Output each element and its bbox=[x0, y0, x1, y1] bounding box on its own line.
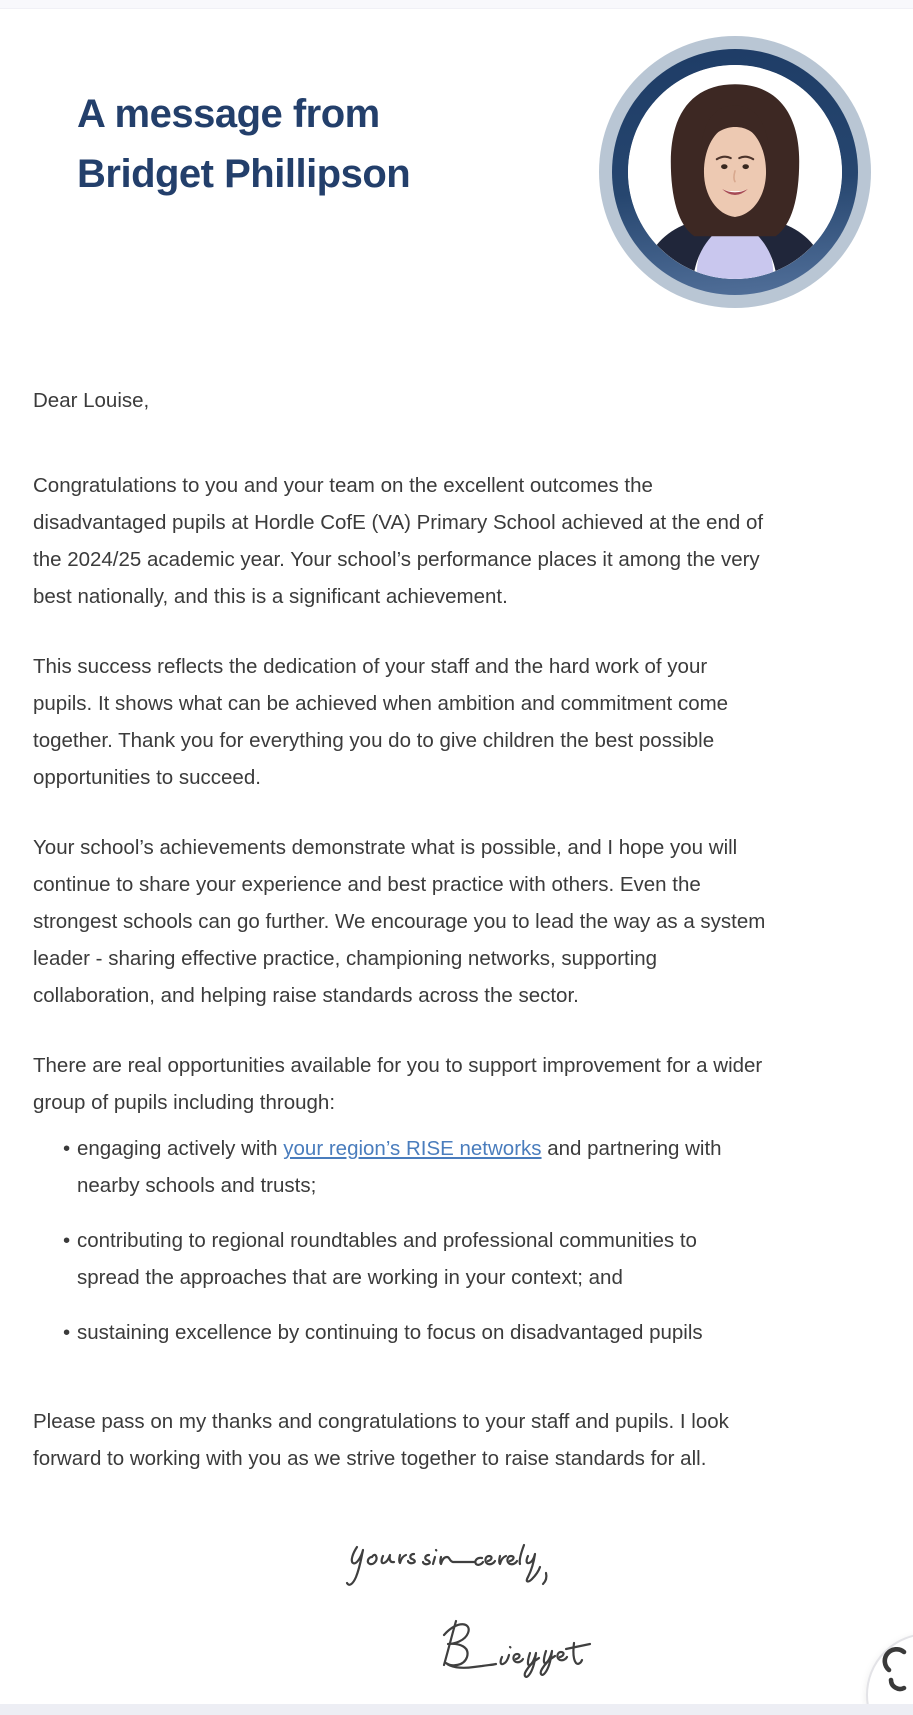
closing-paragraph: Please pass on my thanks and congratulations to your staff and pupils. I look forward to working with you as we strive together to raise standards for all. bbox=[33, 1410, 729, 1470]
handwritten-signature bbox=[426, 1613, 598, 1679]
portrait-photo bbox=[628, 65, 842, 279]
paragraph-4: There are real opportunities available for you to support improvement for a wider group of pupils including through: bbox=[33, 1054, 763, 1114]
page-title-line-1: A message from bbox=[77, 92, 380, 136]
bullet-1-text-post: and partnering with bbox=[541, 1137, 722, 1160]
letter-body bbox=[33, 382, 895, 1687]
bullet-list bbox=[33, 1130, 895, 1351]
top-bar bbox=[0, 0, 913, 9]
bullet-item-2: • contributing to regional roundtables and professional communities to spread the approaches that are working in your context; and bbox=[33, 1222, 895, 1296]
paragraph-3: Your school’s achievements demonstrate what is possible, and I hope you will continue to share your experience and best practice with others. Even the strongest schools can go further. We encourage you to lead the way as a system leader - sharing effective practice, championing networks, supporting collaboration, and helping raise standards across the sector. bbox=[33, 836, 766, 1007]
accessibility-widget-icon bbox=[882, 1647, 913, 1693]
page-title-line-2: Bridget Phillipson bbox=[77, 152, 411, 196]
salutation: Dear Louise, bbox=[33, 389, 150, 412]
bridget-phillipson-portrait-icon bbox=[628, 65, 842, 279]
bullet-1-text-pre: engaging actively with bbox=[77, 1137, 284, 1160]
portrait-ring-inner bbox=[612, 49, 858, 295]
bullet-item-3: • sustaining excellence by continuing to focus on disadvantaged pupils bbox=[33, 1314, 895, 1351]
bottom-bar bbox=[0, 1704, 913, 1715]
signature-block bbox=[33, 1537, 895, 1687]
paragraph-2: This success reflects the dedication of your staff and the hard work of your pupils. It shows what can be achieved when ambition and commitment come together. Thank you for everything you do to give children the best possible opportunities to succeed. bbox=[33, 655, 729, 789]
portrait-ring-outer bbox=[599, 36, 871, 308]
handwritten-signoff bbox=[339, 1537, 563, 1597]
bullet-1-line-2: nearby schools and trusts; bbox=[77, 1174, 317, 1197]
paragraph-1: Congratulations to you and your team on the excellent outcomes the disadvantaged pupils at Hordle CofE (VA) Primary School achieved at the end of the 2024/25 academic year. Your school’s performance places it among the very best nationally, and this is a significant achievement. bbox=[33, 474, 764, 608]
page-title bbox=[77, 84, 410, 204]
rise-networks-link[interactable]: your region’s RISE networks bbox=[283, 1137, 542, 1160]
bullet-item-1 bbox=[33, 1130, 895, 1204]
